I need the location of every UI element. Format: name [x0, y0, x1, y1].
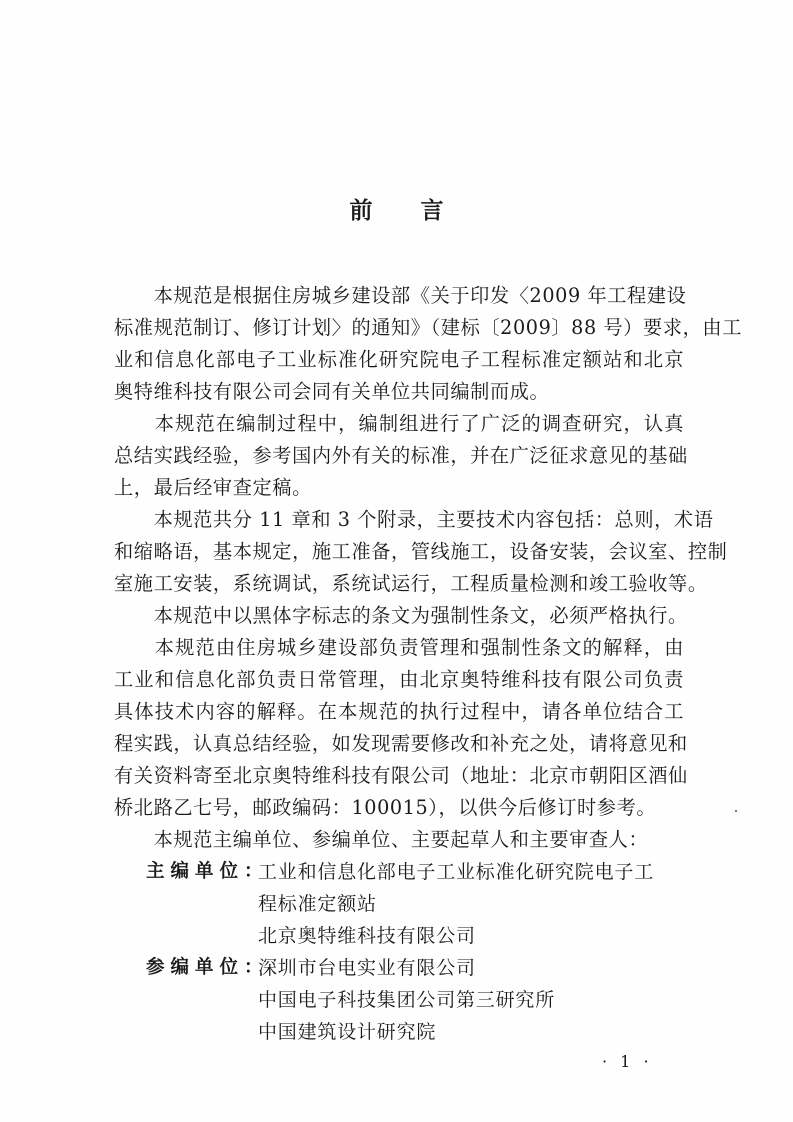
paragraph-2-line-3: 上，最后经审查定稿。: [114, 476, 312, 499]
paragraph-5-line-3: 具体技术内容的解释。在本规范的执行过程中，请各单位结合工: [114, 700, 684, 723]
paragraph-5-line-5: 有关资料寄至北京奥特维科技有限公司（地址：北京市朝阳区酒仙: [114, 764, 688, 787]
chief-unit-org-2: 北京奥特维科技有限公司: [258, 925, 476, 947]
paragraph-3-line-3: 室施工安装，系统调试，系统试运行，工程质量检测和竣工验收等。: [114, 572, 708, 595]
participating-units-label: 参编单位：: [146, 957, 269, 978]
paragraph-5-line-4: 程实践，认真总结经验，如发现需要修改和补充之处，请将意见和: [114, 732, 688, 755]
paragraph-1-line-4: 奥特维科技有限公司会同有关单位共同编制而成。: [114, 380, 550, 403]
participating-unit-org-3: 中国建筑设计研究院: [258, 1021, 437, 1043]
chief-unit-org-1: 工业和信息化部电子工业标准化研究院电子工: [258, 861, 655, 883]
paragraph-5-line-6: 桥北路乙七号，邮政编码：100015），以供今后修订时参考。: [114, 796, 657, 819]
chief-units-label: 主编单位：: [146, 861, 269, 882]
paragraph-5-line-1: 本规范由住房城乡建设部负责管理和强制性条文的解释，由: [114, 636, 684, 659]
paragraph-1-line-1: 本规范是根据住房城乡建设部《关于印发〈2009 年工程建设: [114, 284, 687, 307]
participating-unit-org-2: 中国电子科技集团公司第三研究所: [258, 989, 556, 1011]
paragraph-6-line-1: 本规范主编单位、参编单位、主要起草人和主要审查人：: [114, 828, 649, 851]
paragraph-1-line-3: 业和信息化部电子工业标准化研究院电子工程标准定额站和北京: [114, 348, 684, 371]
chief-unit-org-1-cont: 程标准定额站: [258, 893, 377, 915]
page-number: · 1 ·: [602, 1052, 653, 1071]
paragraph-4-line-1: 本规范中以黑体字标志的条文为强制性条文，必须严格执行。: [114, 604, 688, 627]
title-char: 言: [420, 198, 444, 224]
paragraph-2-line-1: 本规范在编制过程中，编制组进行了广泛的调查研究，认真: [114, 412, 684, 435]
page-title: [0, 192, 793, 225]
participating-unit-org-1: 深圳市台电实业有限公司: [258, 957, 476, 979]
paragraph-5-line-2: 工业和信息化部负责日常管理，由北京奥特维科技有限公司负责: [114, 668, 684, 691]
paragraph-3-line-1: 本规范共分 11 章和 3 个附录，主要技术内容包括：总则，术语: [114, 508, 714, 531]
paragraph-1-line-2: 标准规范制订、修订计划〉的通知》（建标〔2009〕88 号）要求，由工: [114, 316, 742, 339]
paragraph-3-line-2: 和缩略语，基本规定，施工准备，管线施工，设备安装，会议室、控制: [114, 540, 728, 563]
scan-speck: [735, 810, 737, 812]
paragraph-2-line-2: 总结实践经验，参考国内外有关的标准，并在广泛征求意见的基础: [114, 444, 688, 467]
title-char: 前: [349, 198, 373, 224]
